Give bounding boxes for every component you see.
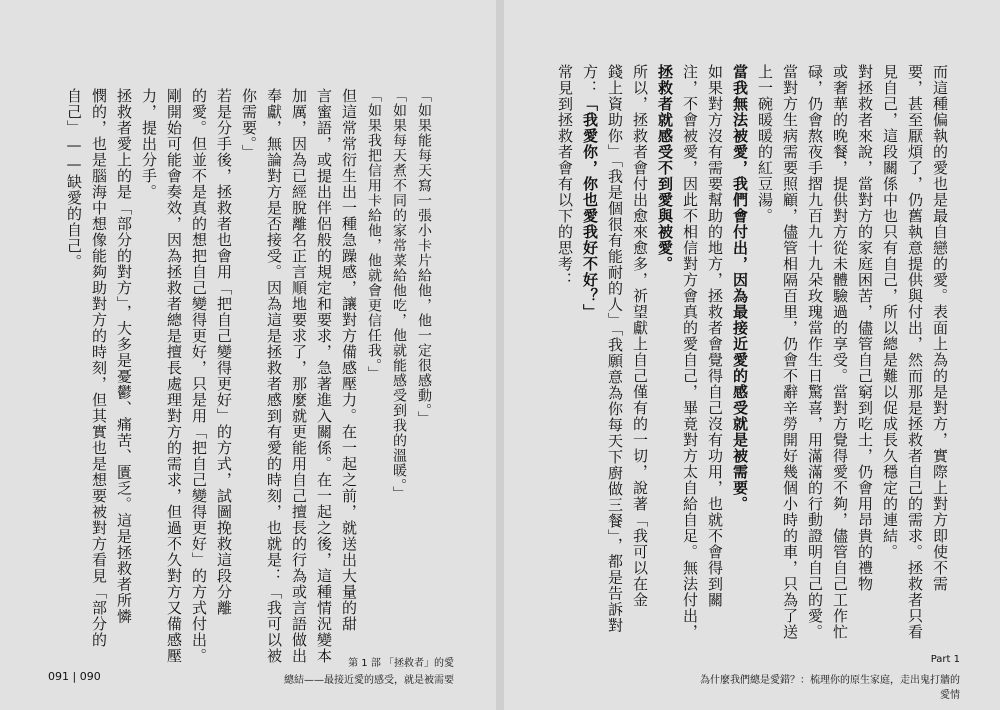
left-chapter-title: 總結——最接近愛的感受，就是被需要 xyxy=(284,675,454,686)
right-part-label: Part 1 xyxy=(930,654,960,665)
text-column: 當我無法被愛，我們會付出，因為最接近愛的感受就是被需要。 xyxy=(731,64,749,512)
text-column: 所以，拯救者會付出愈來愈多，祈望獻上自己僅有的一切，說著「我可以在金 xyxy=(631,64,649,608)
right-page-body xyxy=(556,64,952,640)
text-column: 注，不會被愛，因此不相信對方會真的愛自己，畢竟對方太自給自足。無法付出， xyxy=(681,64,699,640)
text-column: 如果對方沒有需要幫助的地方，拯救者會覺得自己沒有功用，也就不會得到關 xyxy=(706,64,724,608)
text-column: 當對方生病需要照顧，儘管相隔百里，仍會不辭辛勞開好幾個小時的車，只為了送 xyxy=(781,64,799,640)
text-column: 常見到拯救者會有以下的思考： xyxy=(556,64,574,288)
right-chapter-title: 為什麼我們總是愛錯？：梳理你的原生家庭，走出鬼打牆的愛情 xyxy=(700,675,960,701)
text-column: 碌，仍會熬夜手摺九百九十九朵玫瑰當作生日驚喜，用滿滿的行動證明自己的愛。 xyxy=(806,64,824,640)
text-column: 對拯救者來說，當對方的家庭困苦，儘管自己窮到吃土，仍會用昂貴的禮物 xyxy=(856,64,874,592)
text-column: 若是分手後，拯救者也會用「把自己變得更好」的方式，試圖挽救這段分離 xyxy=(215,88,233,616)
text-column: 你需要。」 xyxy=(240,88,258,161)
text-column: 「如果每天煮不同的家常菜給他吃，他就能感受到我的溫暖。」 xyxy=(391,88,407,501)
page-numbers: 091 | 090 xyxy=(48,670,101,683)
text-column: 憫的，也是腦海中想像能夠助對方的時刻，但其實也是想要被對方看見「部分的 xyxy=(90,88,108,648)
left-part-label: 第 1 部 「拯救者」的愛 xyxy=(348,658,454,669)
book-spine xyxy=(496,0,504,710)
text-column: 加厲，因為已經脫離名正言順地要求了，那麼就更能用自己擅長的行為或言語做出 xyxy=(290,88,308,664)
text-column: 拯救者愛上的是「部分的對方」，大多是憂鬱、痛苦、匱乏。這是拯救者所憐 xyxy=(115,88,133,625)
text-column: 剛開始可能會奏效，因為拯救者總是擅長處理對方的需求，但過不久對方又備感壓 xyxy=(165,88,183,664)
text-column: 拯救者就感受不到愛與被愛。 xyxy=(656,64,674,272)
text-column: 「如果我把信用卡給他，他就會更信任我。」 xyxy=(366,88,382,381)
text-column: 而這種偏執的愛也是最自戀的愛。表面上為的是對方，實際上對方即使不需 xyxy=(931,64,949,592)
text-column: 力，提出分手。 xyxy=(140,88,158,200)
text-column: 的愛。但並不是真的想把自己變得更好，只是用「把自己變得更好」的方式付出。 xyxy=(190,88,208,664)
text-column: 方：「我愛你，你也愛我好不好？」 xyxy=(581,64,599,320)
text-column: 要，甚至厭煩了，仍舊執意提供與付出，然而那是拯救者自己的需求。拯救者只看 xyxy=(906,64,924,640)
text-column: 奉獻，無論對方是否接受。因為這是拯救者感到有愛的時刻，也就是：「我可以被 xyxy=(265,88,283,664)
text-column: 言蜜語，或提出伴侶般的規定和要求，急著進入關係。在一起之後，這種情況變本 xyxy=(315,88,333,664)
left-page-body xyxy=(44,88,436,664)
text-column: 或奢華的晚餐，提供對方從未體驗過的享受。當對方覺得愛不夠，儘管自己工作忙 xyxy=(831,64,849,640)
text-column: 「如果能每天寫一張小卡片給他，他一定很感動。」 xyxy=(416,88,432,426)
text-column: 見自己，這段關係中也只有自己，所以總是難以促成長久穩定的連結。 xyxy=(881,64,899,560)
text-column: 錢上資助你」「我是個很有能耐的人」「我願意為你每天下廚做三餐」，都是告訴對 xyxy=(606,64,624,634)
text-column: 自己」——缺愛的自己。 xyxy=(65,88,83,270)
text-column: 上一碗暖暖的紅豆湯。 xyxy=(756,64,774,224)
text-column: 但這常常衍生出一種急躁感，讓對方備感壓力。在一起之前，就送出大量的甜 xyxy=(340,88,358,632)
